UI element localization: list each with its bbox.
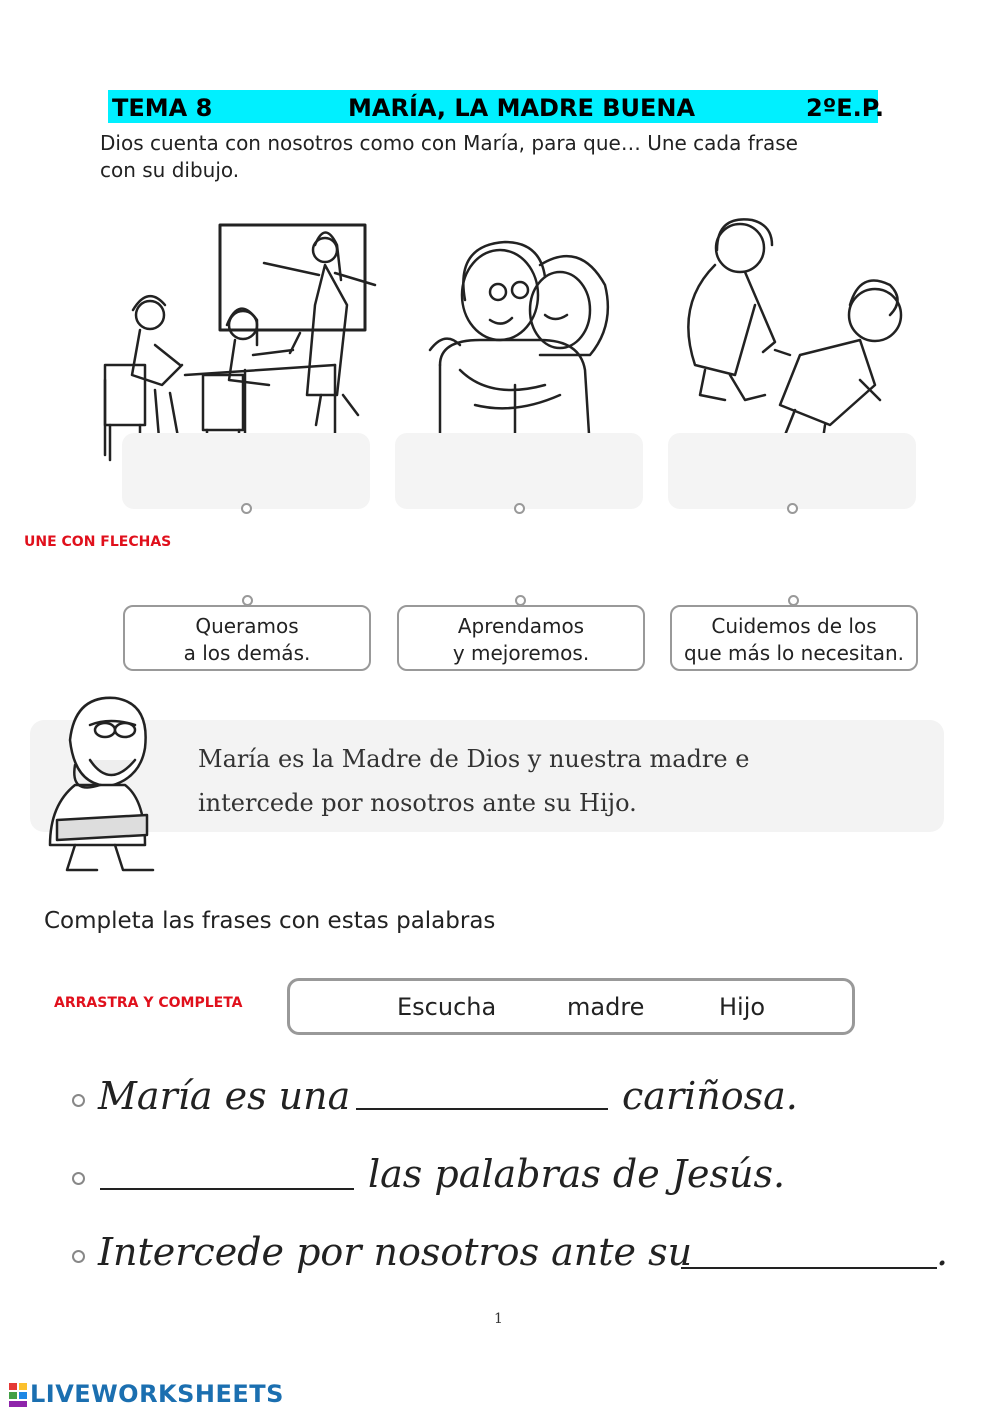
hug-picture (420, 230, 620, 455)
drag-instruction-label: ARRASTRA Y COMPLETA (54, 995, 243, 1011)
liveworksheets-logo-icon (8, 1382, 28, 1408)
sentence-3-end: . (936, 1230, 949, 1274)
answer-box-3[interactable] (668, 433, 916, 509)
complete-title: Completa las frases con estas palabras (44, 908, 496, 934)
sentence-3-start: Intercede por nosotros ante su (98, 1230, 693, 1274)
teacher-character-icon (35, 690, 170, 880)
bullet-icon (72, 1094, 85, 1107)
word-hijo[interactable]: Hijo (719, 993, 766, 1021)
instructions (100, 130, 900, 184)
phrase-box-3[interactable] (670, 605, 918, 671)
connector-dot-picture-3[interactable] (787, 503, 798, 514)
blank-2[interactable] (100, 1188, 354, 1190)
helping-picture (675, 210, 910, 470)
answer-box-1[interactable] (122, 433, 370, 509)
blank-1[interactable] (356, 1108, 608, 1110)
bullet-icon (72, 1250, 85, 1263)
bullet-icon (72, 1172, 85, 1185)
instructions-line-2: con su dibujo. (100, 158, 240, 182)
answer-box-2[interactable] (395, 433, 643, 509)
connector-dot-picture-2[interactable] (514, 503, 525, 514)
sentence-2-end: las palabras de Jesús. (368, 1152, 786, 1196)
info-text (198, 737, 918, 825)
phrase-box-1[interactable] (123, 605, 371, 671)
page-number: 1 (494, 1311, 503, 1327)
info-line-2: intercede por nosotros ante su Hijo. (198, 789, 637, 817)
sentence-1-start: María es una (98, 1074, 351, 1118)
phrase-line: Queramos (195, 614, 299, 638)
phrase-line: a los demás. (183, 641, 311, 665)
word-escucha[interactable]: Escucha (397, 993, 497, 1021)
phrase-line: y mejoremos. (452, 641, 590, 665)
liveworksheets-brand[interactable]: LIVEWORKSHEETS (30, 1380, 284, 1408)
topic-label: TEMA 8 (112, 94, 213, 122)
classroom-picture (95, 215, 395, 465)
info-line-1: María es la Madre de Dios y nuestra madre e (198, 745, 750, 773)
phrase-line: que más lo necesitan. (683, 641, 905, 665)
page-title: MARÍA, LA MADRE BUENA (348, 94, 696, 122)
sentence-1-end: cariñosa. (622, 1074, 798, 1118)
connector-dot-picture-1[interactable] (241, 503, 252, 514)
instructions-line-1: Dios cuenta con nosotros como con María, para que… Une cada frase (100, 131, 798, 155)
word-madre[interactable]: madre (567, 993, 645, 1021)
blank-3[interactable] (681, 1267, 937, 1269)
phrase-box-2[interactable] (397, 605, 645, 671)
phrase-line: Cuidemos de los (711, 614, 877, 638)
grade-label: 2ºE.P. (806, 94, 885, 122)
match-instruction-label: UNE CON FLECHAS (24, 534, 172, 550)
phrase-line: Aprendamos (457, 614, 585, 638)
